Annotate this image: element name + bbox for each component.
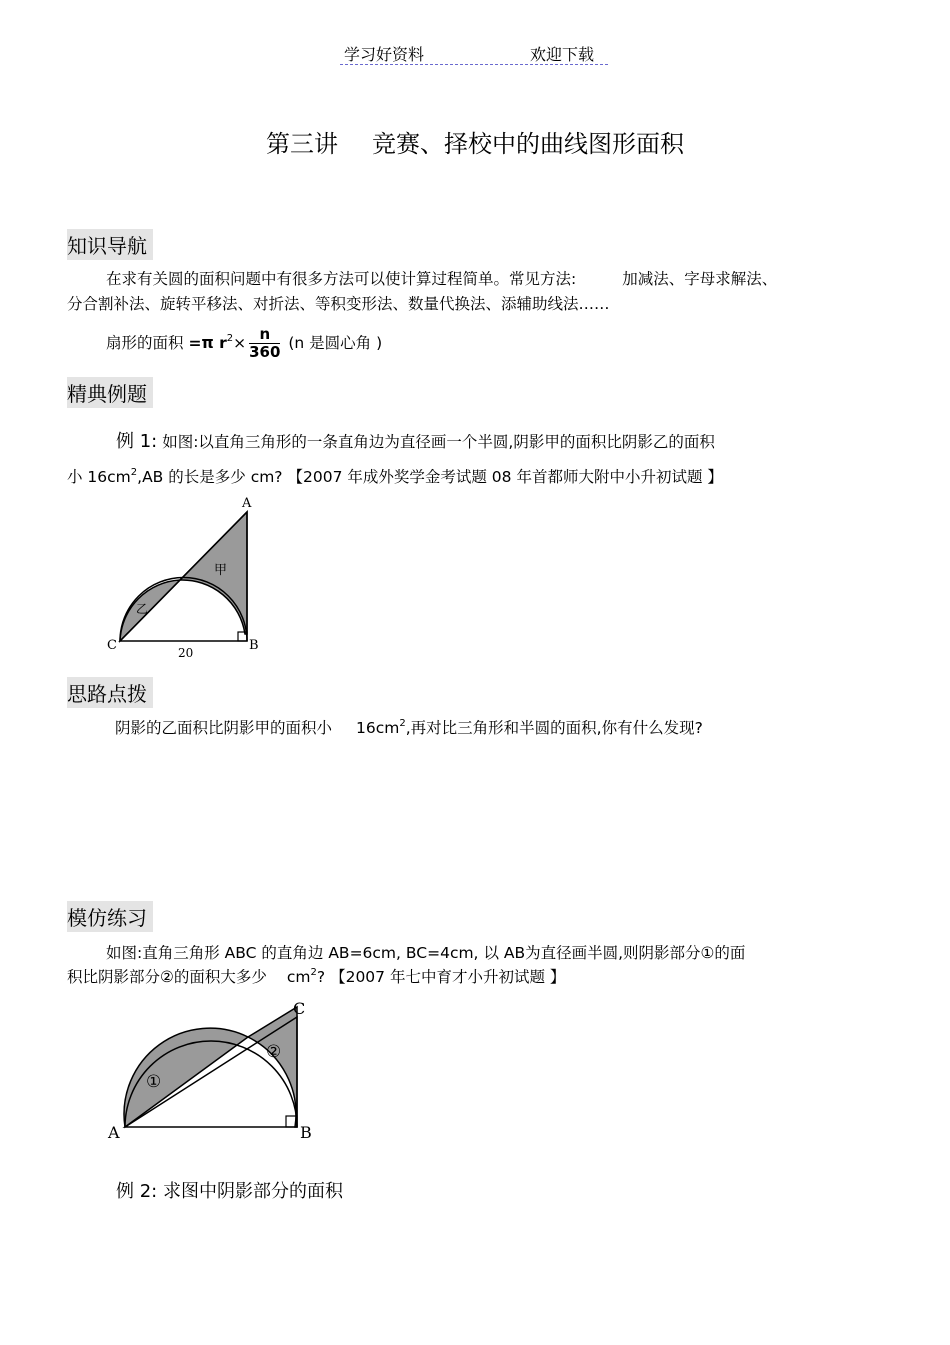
label-c: C [293,999,306,1018]
example1-figure [100,492,270,662]
label-b: B [300,1123,312,1142]
label-region-2: ② [266,1042,282,1062]
example2: 例 2: 求图中阴影部分的面积 [116,1181,343,1202]
page-title [0,124,950,159]
section-examples: 精典例题 [67,377,153,408]
label-b: B [249,638,259,653]
practice-line2: 积比阴影部分②的面积大多少 $cm^2$? 【2007 年七中育才小升初试题 】 [67,967,566,986]
label-region-1: ① [146,1072,162,1092]
label-yi: 乙 [136,602,149,616]
label-c: C [107,638,117,653]
sector-formula: 扇形的面积 =π $r^2\times$ $\frac{n}{360}$ (n 是圆心角 ) [106,325,383,361]
header-right: 欢迎下载 [530,45,595,64]
example1-line1: 例 1: 如图:以直角三角形的一条直角边为直径画一个半圆,阴影甲的面积比阴影乙的面积 [116,431,715,452]
hint-text: 阴影的乙面积比阴影甲的面积小 $16cm^2$,再对比三角形和半圆的面积,你有什么发现? [115,718,703,737]
header-left: 学习好资料 [344,45,425,64]
section-hints: 思路点拨 [67,677,153,708]
title-part2: 竞赛、择校中的曲线图形面积 [372,130,684,158]
knowledge-line1: 在求有关圆的面积问题中有很多方法可以使计算过程简单。常见方法: 加减法、字母求解法、 [106,270,778,288]
section-practice: 模仿练习 [67,901,153,932]
page-header [340,42,608,65]
title-part1: 第三讲 [266,130,338,158]
practice-line1: 如图:直角三角形 ABC 的直角边 AB=6cm, BC=4cm, 以 AB为直径画半圆,则阴影部分①的面 [106,944,746,962]
practice-figure [100,995,325,1155]
label-a: A [108,1123,120,1142]
example1-line2: 小 $16cm^2,AB$ 的长是多少 cm? 【2007 年成外奖学金考试题 08 年首都师大附中小升初试题 】 [67,467,723,486]
label-bc-length: 20 [178,646,194,660]
knowledge-line2: 分合割补法、旋转平移法、对折法、等积变形法、数量代换法、添辅助线法…… [67,295,610,313]
fraction: $\frac{n}{360}$ [249,325,281,361]
label-a: A [242,496,252,511]
label-jia: 甲 [214,563,228,578]
section-knowledge: 知识导航 [67,229,153,260]
